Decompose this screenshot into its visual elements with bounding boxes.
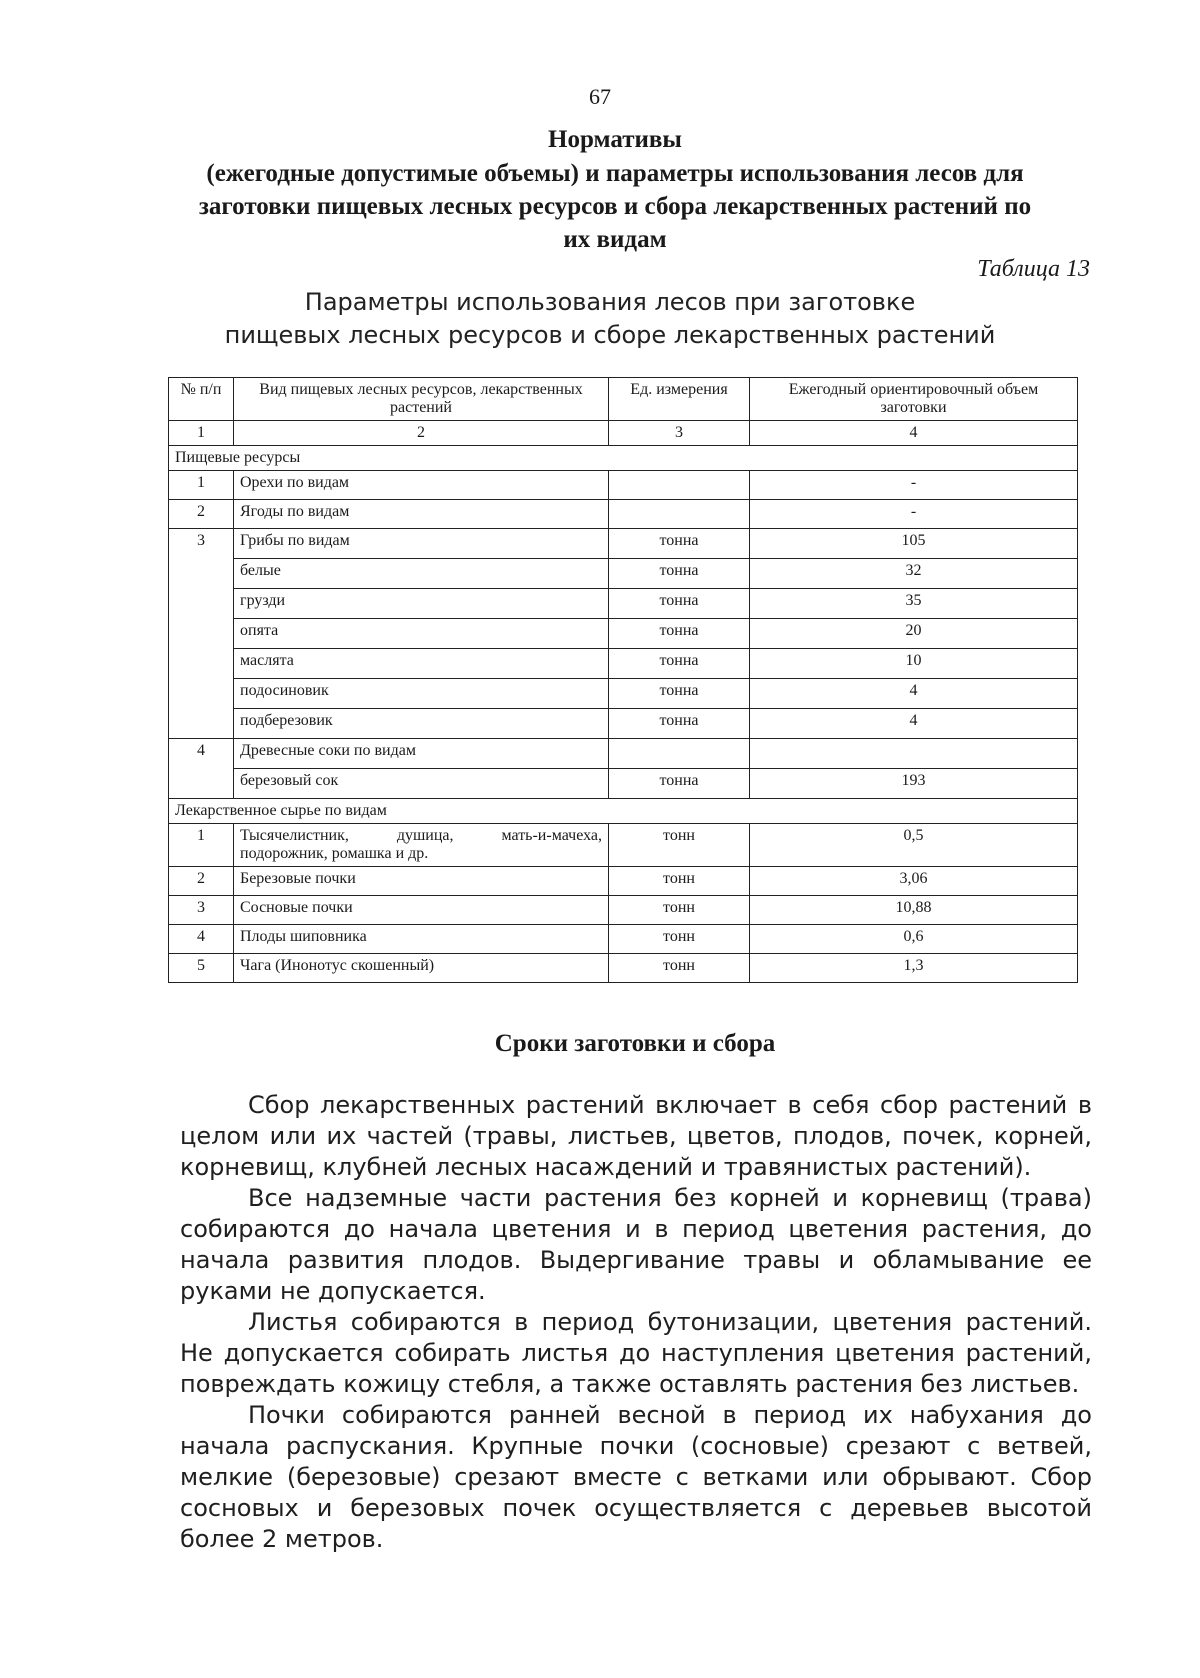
table-title-line-2: пищевых лесных ресурсов и сборе лекарственных растений <box>224 321 996 349</box>
cell-name: опята <box>234 619 609 649</box>
cell-num <box>169 559 234 589</box>
cell-unit: тонна <box>609 769 750 799</box>
table-caption: Таблица 13 <box>977 256 1090 282</box>
cell-name: Древесные соки по видам <box>234 739 609 769</box>
page-number: 67 <box>589 84 611 109</box>
cell-volume: 4 <box>750 709 1078 739</box>
cell-num <box>169 589 234 619</box>
cell-num <box>169 619 234 649</box>
title-line-3: заготовки пищевых лесных ресурсов и сбора лекарственных растений по <box>198 193 1032 220</box>
title-line-2: (ежегодные допустимые объемы) и параметры использования лесов для <box>206 160 1024 187</box>
cell-volume: 3,06 <box>750 867 1078 896</box>
cell-volume: 105 <box>750 529 1078 559</box>
cell-unit: тонн <box>609 925 750 954</box>
cell-num <box>169 709 234 739</box>
cell-unit <box>609 471 750 500</box>
table-row <box>169 471 1078 500</box>
cell-unit: тонна <box>609 619 750 649</box>
cell-num: 4 <box>169 739 234 769</box>
table-row <box>169 867 1078 896</box>
cell-volume: 0,5 <box>750 824 1078 867</box>
cell-num: 5 <box>169 954 234 983</box>
table-row <box>169 500 1078 529</box>
table-row <box>169 589 1078 619</box>
cell-volume: 10 <box>750 649 1078 679</box>
table-row <box>169 709 1078 739</box>
cell-name: Грибы по видам <box>234 529 609 559</box>
cell-name: Тысячелистник, душица, мать-и-мачеха, подорожник, ромашка и др. <box>234 824 609 867</box>
table-header-row <box>169 378 1078 421</box>
cell-num: 4 <box>169 925 234 954</box>
section-label: Пищевые ресурсы <box>169 446 1078 471</box>
col-number: 2 <box>234 421 609 446</box>
table-row <box>169 619 1078 649</box>
table-row <box>169 896 1078 925</box>
cell-volume: 4 <box>750 679 1078 709</box>
table-row <box>169 769 1078 799</box>
cell-num: 2 <box>169 867 234 896</box>
cell-name: Березовые почки <box>234 867 609 896</box>
cell-name: подберезовик <box>234 709 609 739</box>
cell-unit: тонн <box>609 896 750 925</box>
col-number: 4 <box>750 421 1078 446</box>
table-row <box>169 649 1078 679</box>
cell-volume: 32 <box>750 559 1078 589</box>
cell-name: березовый сок <box>234 769 609 799</box>
cell-volume: 20 <box>750 619 1078 649</box>
cell-name: подосиновик <box>234 679 609 709</box>
header-volume: Ежегодный ориентировочный объем заготовки <box>750 378 1078 421</box>
table-row <box>169 954 1078 983</box>
cell-num: 2 <box>169 500 234 529</box>
cell-unit: тонн <box>609 954 750 983</box>
cell-num <box>169 679 234 709</box>
cell-name: грузди <box>234 589 609 619</box>
cell-num <box>169 769 234 799</box>
cell-unit: тонна <box>609 709 750 739</box>
cell-volume: - <box>750 471 1078 500</box>
header-num: № п/п <box>169 378 234 421</box>
cell-name: Плоды шиповника <box>234 925 609 954</box>
column-number-row <box>169 421 1078 446</box>
cell-name: Чага (Инонотус скошенный) <box>234 954 609 983</box>
table-title-line-1: Параметры использования лесов при заготовке <box>304 288 916 316</box>
cell-volume <box>750 739 1078 769</box>
col-number: 1 <box>169 421 234 446</box>
cell-unit: тонна <box>609 679 750 709</box>
table-row <box>169 679 1078 709</box>
header-name: Вид пищевых лесных ресурсов, лекарственных растений <box>234 378 609 421</box>
cell-num: 1 <box>169 824 234 867</box>
section-row-food <box>169 446 1078 471</box>
paragraph: Сбор лекарственных растений включает в себя сбор растений в целом или их частей (травы, листьев, цветов, плодов, почек, корней, корневищ, клубней лесных насаждений и травянистых растений). <box>180 1091 1092 1181</box>
table-row <box>169 824 1078 867</box>
cell-name: белые <box>234 559 609 589</box>
cell-unit: тонна <box>609 529 750 559</box>
cell-num: 1 <box>169 471 234 500</box>
cell-unit <box>609 500 750 529</box>
table-row <box>169 739 1078 769</box>
cell-unit: тонн <box>609 867 750 896</box>
cell-name: маслята <box>234 649 609 679</box>
title-line-1: Нормативы <box>548 126 682 153</box>
paragraph: Все надземные части растения без корней и корневищ (трава) собираются до начала цветения и в период цветения растения, до начала развития плодов. Выдергивание травы и обламывание ее руками не допускается. <box>180 1184 1092 1305</box>
paragraph: Почки собираются ранней весной в период их набухания до начала распускания. Крупные почки (сосновые) срезают с ветвей, мелкие (березовые) срезают вместе с ветками или обрывают. Сбор сосновых и березовых почек осуществляется с деревьев высотой более 2 метров. <box>180 1401 1092 1553</box>
header-unit: Ед. измерения <box>609 378 750 421</box>
cell-volume: - <box>750 500 1078 529</box>
table-row <box>169 529 1078 559</box>
cell-name: Сосновые почки <box>234 896 609 925</box>
section-label: Лекарственное сырье по видам <box>169 799 1078 824</box>
body-text <box>180 1090 1092 1555</box>
resources-table <box>168 377 1078 983</box>
col-number: 3 <box>609 421 750 446</box>
cell-volume: 193 <box>750 769 1078 799</box>
table-row <box>169 559 1078 589</box>
title-line-4: их видам <box>563 226 667 253</box>
cell-name: Ягоды по видам <box>234 500 609 529</box>
cell-num <box>169 649 234 679</box>
cell-unit: тонн <box>609 824 750 867</box>
cell-num: 3 <box>169 529 234 559</box>
cell-unit: тонна <box>609 559 750 589</box>
cell-volume: 1,3 <box>750 954 1078 983</box>
cell-volume: 35 <box>750 589 1078 619</box>
cell-unit <box>609 739 750 769</box>
paragraph: Листья собираются в период бутонизации, цветения растений. Не допускается собирать листья до наступления цветения растений, повреждать кожицу стебля, а также оставлять растения без листьев. <box>180 1308 1092 1398</box>
cell-volume: 10,88 <box>750 896 1078 925</box>
section-heading: Сроки заготовки и сбора <box>494 1030 776 1057</box>
cell-unit: тонна <box>609 649 750 679</box>
table-row <box>169 925 1078 954</box>
cell-name: Орехи по видам <box>234 471 609 500</box>
cell-volume: 0,6 <box>750 925 1078 954</box>
section-row-medicinal <box>169 799 1078 824</box>
cell-num: 3 <box>169 896 234 925</box>
cell-unit: тонна <box>609 589 750 619</box>
